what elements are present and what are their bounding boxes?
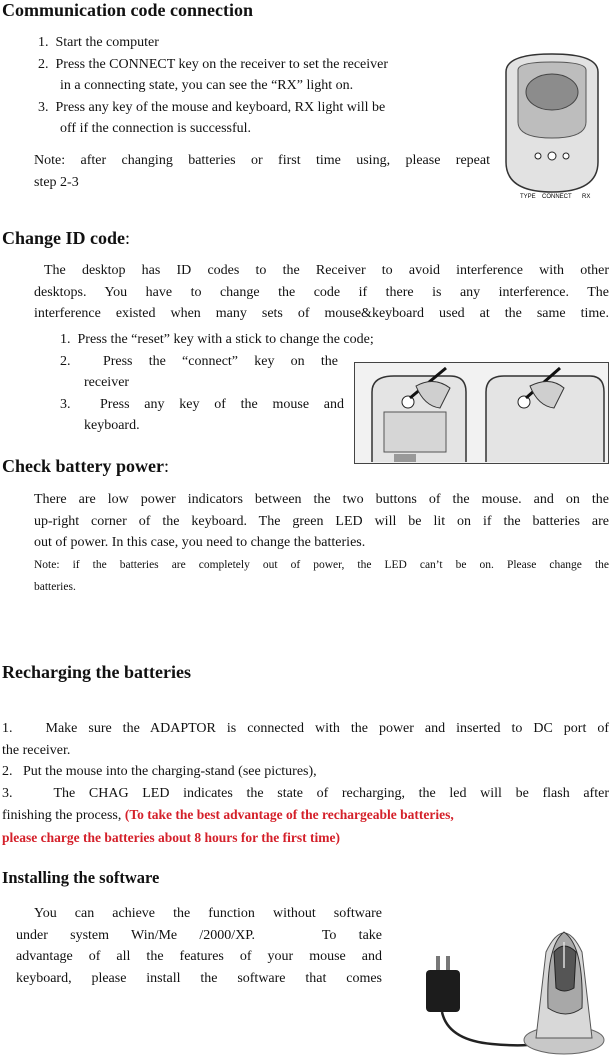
paragraph-line: interference existed when many sets of mouse&keyboard used at the same time. (34, 306, 609, 321)
change-id-intro (34, 260, 609, 325)
battery-note: Note: if the batteries are completely out of power, the LED can’t be on. Please change the (34, 558, 609, 571)
step-line: 2. Press the “connect” key on the (60, 353, 338, 369)
step-line: 2. Put the mouse into the charging-stand (see pictures), (2, 764, 317, 779)
receiver-label-rx: RX (582, 194, 591, 200)
emphasis-text: (To take the best advantage of the rechargeable batteries, (124, 807, 454, 822)
paragraph-line: There are low power indicators between the two buttons of the mouse. and on the (34, 492, 609, 507)
reset-key-image (354, 362, 609, 464)
recharging-steps (2, 718, 609, 848)
step-line: finishing the process, (To take the best advantage of the rechargeable batteries, (2, 807, 454, 823)
step-line: the receiver. (2, 742, 71, 758)
paragraph-line: You can achieve the function without software (34, 906, 382, 921)
step-line: off if the connection is successful. (60, 121, 252, 136)
paragraph-line: up-right corner of the keyboard. The green LED will be lit on if the batteries are (34, 513, 609, 529)
battery-text (34, 489, 609, 598)
heading-communication: Communication code connection (2, 0, 253, 20)
communication-steps (38, 32, 490, 140)
step-line: 3. Press any key of the mouse and keyboard, RX light will be (38, 99, 386, 115)
step-line: keyboard. (84, 418, 140, 433)
communication-note-cont: step 2-3 (34, 175, 79, 190)
heading-change-id: Change ID code: (2, 228, 131, 248)
receiver-image (496, 52, 608, 202)
paragraph-line: out of power. In this case, you need to change the batteries. (34, 535, 366, 550)
emphasis-text: please charge the batteries about 8 hours for the first time) (2, 829, 340, 845)
paragraph-line: desktops. You have to change the code if there is any interference. The (34, 284, 609, 300)
step-line: 1. Press the “reset” key with a stick to change the code; (60, 332, 374, 347)
step-line: receiver (84, 375, 130, 390)
paragraph-line: under system Win/Me /2000/XP. To take (16, 927, 382, 943)
step-line: 1. Make sure the ADAPTOR is connected with the power and inserted to DC port of (2, 721, 609, 736)
communication-note: Note: after changing batteries or first time using, please repeat (34, 153, 490, 168)
battery-note-cont: batteries. (34, 580, 76, 593)
step-line: 2. Press the CONNECT key on the receiver to set the receiver (38, 56, 389, 72)
heading-software: Installing the software (2, 868, 160, 887)
paragraph-line: advantage of all the features of your mouse and (16, 949, 382, 964)
step-line: 3. Press any key of the mouse and (60, 396, 344, 412)
charger-mouse-image (396, 912, 610, 1058)
receiver-label-connect: CONNECT (542, 194, 572, 200)
step-line: in a connecting state, you can see the “RX” light on. (60, 78, 354, 93)
heading-recharging: Recharging the batteries (2, 662, 191, 682)
heading-battery: Check battery power: (2, 456, 169, 476)
paragraph-line: The desktop has ID codes to the Receiver to avoid interference with other (44, 263, 609, 278)
receiver-label-type: TYPE (520, 194, 536, 200)
step-line: 1. Start the computer (38, 35, 159, 50)
paragraph-line: keyboard, please install the software that comes (16, 970, 382, 986)
software-text (16, 903, 382, 989)
step-line: 3. The CHAG LED indicates the state of recharging, the led will be flash after (2, 785, 609, 801)
